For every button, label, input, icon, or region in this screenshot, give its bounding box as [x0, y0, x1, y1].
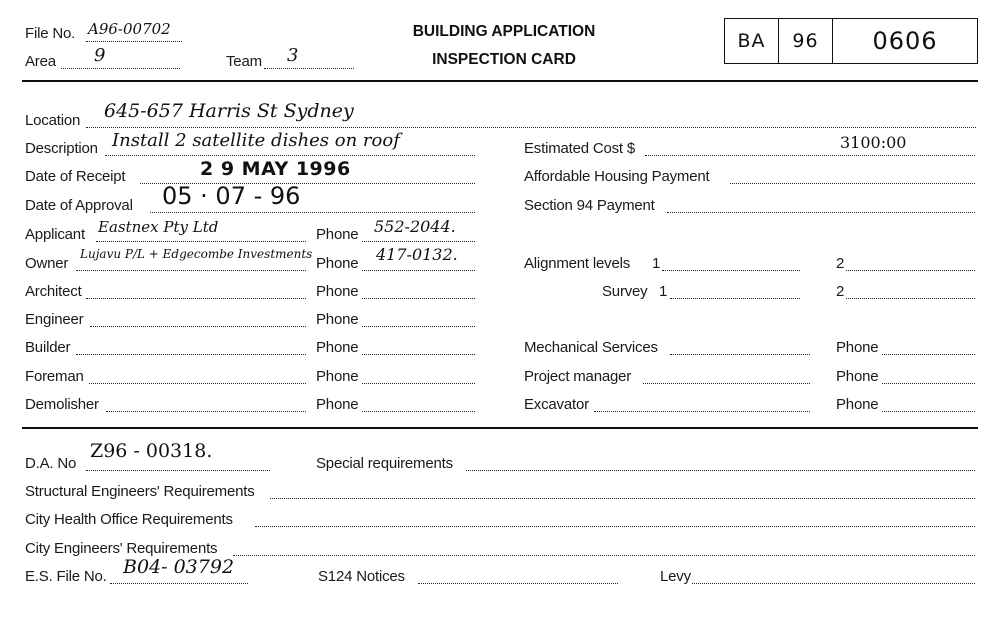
architect-line — [86, 298, 306, 299]
ba-year: 96 — [779, 19, 833, 63]
architect-phone-line — [362, 298, 475, 299]
description-line — [105, 155, 475, 156]
engineer-line — [90, 326, 306, 327]
project-manager-line — [643, 383, 810, 384]
alignment-num-2: 2 — [836, 255, 845, 272]
levy-line — [692, 583, 975, 584]
project-manager-phone-label: Phone — [836, 368, 879, 385]
description-value: Install 2 satellite dishes on roof — [112, 130, 400, 151]
structural-engineers-label: Structural Engineers' Requirements — [25, 483, 255, 500]
middle-rule — [22, 427, 978, 429]
ba-number: 0606 — [872, 27, 938, 55]
area-line — [61, 68, 180, 69]
demolisher-phone-line — [362, 411, 475, 412]
excavator-phone-label: Phone — [836, 396, 879, 413]
estimated-cost-line — [645, 155, 975, 156]
owner-value: Lujavu P/L + Edgecombe Investments — [80, 247, 313, 261]
estimated-cost-label: Estimated Cost $ — [524, 140, 636, 157]
owner-phone-value: 417-0132. — [376, 245, 458, 264]
survey-num-1: 1 — [659, 283, 668, 300]
engineer-phone-label: Phone — [316, 311, 359, 328]
builder-label: Builder — [25, 339, 71, 356]
architect-phone-label: Phone — [316, 283, 359, 300]
city-health-line — [255, 526, 975, 527]
project-manager-label: Project manager — [524, 368, 632, 385]
builder-phone-label: Phone — [316, 339, 359, 356]
title-line-1: BUILDING APPLICATION — [412, 23, 596, 40]
applicant-phone-label: Phone — [316, 226, 359, 243]
da-no-label: D.A. No — [25, 455, 77, 472]
architect-label: Architect — [25, 283, 82, 300]
owner-label: Owner — [25, 255, 69, 272]
ba-number-box — [724, 18, 978, 64]
excavator-label: Excavator — [524, 396, 589, 413]
description-label: Description — [25, 140, 98, 157]
mechanical-services-line — [670, 354, 810, 355]
section-94-label: Section 94 Payment — [524, 197, 655, 214]
structural-engineers-line — [270, 498, 975, 499]
team-value: 3 — [287, 45, 299, 66]
alignment-num-1: 1 — [652, 255, 661, 272]
area-value: 9 — [94, 45, 106, 66]
city-engineers-line — [233, 555, 975, 556]
file-no-line — [86, 41, 182, 42]
applicant-phone-value: 552-2044. — [374, 217, 456, 236]
estimated-cost-value: 3100:00 — [840, 133, 907, 152]
es-file-no-value: B04- 03792 — [123, 556, 235, 578]
owner-line — [76, 270, 306, 271]
survey-label: Survey — [602, 283, 648, 300]
demolisher-phone-label: Phone — [316, 396, 359, 413]
team-label: Team — [226, 53, 262, 70]
mechanical-services-label: Mechanical Services — [524, 339, 658, 356]
file-no-value: A96-00702 — [88, 20, 171, 38]
receipt-stamp: 2 9 MAY 1996 — [200, 158, 351, 180]
survey-num-2: 2 — [836, 283, 845, 300]
alignment-line-2 — [846, 270, 975, 271]
builder-phone-line — [362, 354, 475, 355]
es-file-no-line — [110, 583, 248, 584]
affordable-housing-label: Affordable Housing Payment — [524, 168, 710, 185]
project-manager-phone-line — [882, 383, 975, 384]
foreman-line — [89, 383, 306, 384]
demolisher-line — [106, 411, 306, 412]
da-no-line — [86, 470, 270, 471]
special-requirements-line — [466, 470, 975, 471]
foreman-phone-label: Phone — [316, 368, 359, 385]
es-file-no-label: E.S. File No. — [25, 568, 107, 585]
header-rule — [22, 80, 978, 82]
approval-label: Date of Approval — [25, 197, 133, 214]
city-health-label: City Health Office Requirements — [25, 511, 233, 528]
foreman-label: Foreman — [25, 368, 84, 385]
area-label: Area — [25, 53, 56, 70]
ba-prefix: BA — [725, 19, 779, 63]
special-requirements-label: Special requirements — [316, 455, 453, 472]
engineer-label: Engineer — [25, 311, 84, 328]
builder-line — [76, 354, 306, 355]
alignment-levels-label: Alignment levels — [524, 255, 631, 272]
file-no-label: File No. — [25, 25, 76, 42]
applicant-value: Eastnex Pty Ltd — [98, 218, 219, 236]
team-line — [264, 68, 354, 69]
receipt-label: Date of Receipt — [25, 168, 126, 185]
mechanical-phone-line — [882, 354, 975, 355]
applicant-line — [96, 241, 306, 242]
excavator-line — [594, 411, 810, 412]
location-value: 645-657 Harris St Sydney — [104, 100, 354, 122]
applicant-phone-line — [362, 241, 475, 242]
levy-label: Levy — [660, 568, 691, 585]
owner-phone-label: Phone — [316, 255, 359, 272]
excavator-phone-line — [882, 411, 975, 412]
survey-line-1 — [670, 298, 800, 299]
title-line-2: INSPECTION CARD — [432, 51, 576, 68]
s124-notices-label: S124 Notices — [318, 568, 405, 585]
section-94-line — [667, 212, 975, 213]
demolisher-label: Demolisher — [25, 396, 99, 413]
city-engineers-label: City Engineers' Requirements — [25, 540, 218, 557]
foreman-phone-line — [362, 383, 475, 384]
approval-value: 05 · 07 - 96 — [162, 182, 301, 210]
engineer-phone-line — [362, 326, 475, 327]
applicant-label: Applicant — [25, 226, 85, 243]
alignment-line-1 — [662, 270, 800, 271]
location-line — [86, 127, 976, 128]
approval-line — [150, 212, 475, 213]
survey-line-2 — [846, 298, 975, 299]
s124-notices-line — [418, 583, 618, 584]
da-no-value: Z96 - 00318. — [90, 440, 213, 462]
affordable-housing-line — [730, 183, 975, 184]
mechanical-phone-label: Phone — [836, 339, 879, 356]
owner-phone-line — [362, 270, 475, 271]
location-label: Location — [25, 112, 81, 129]
